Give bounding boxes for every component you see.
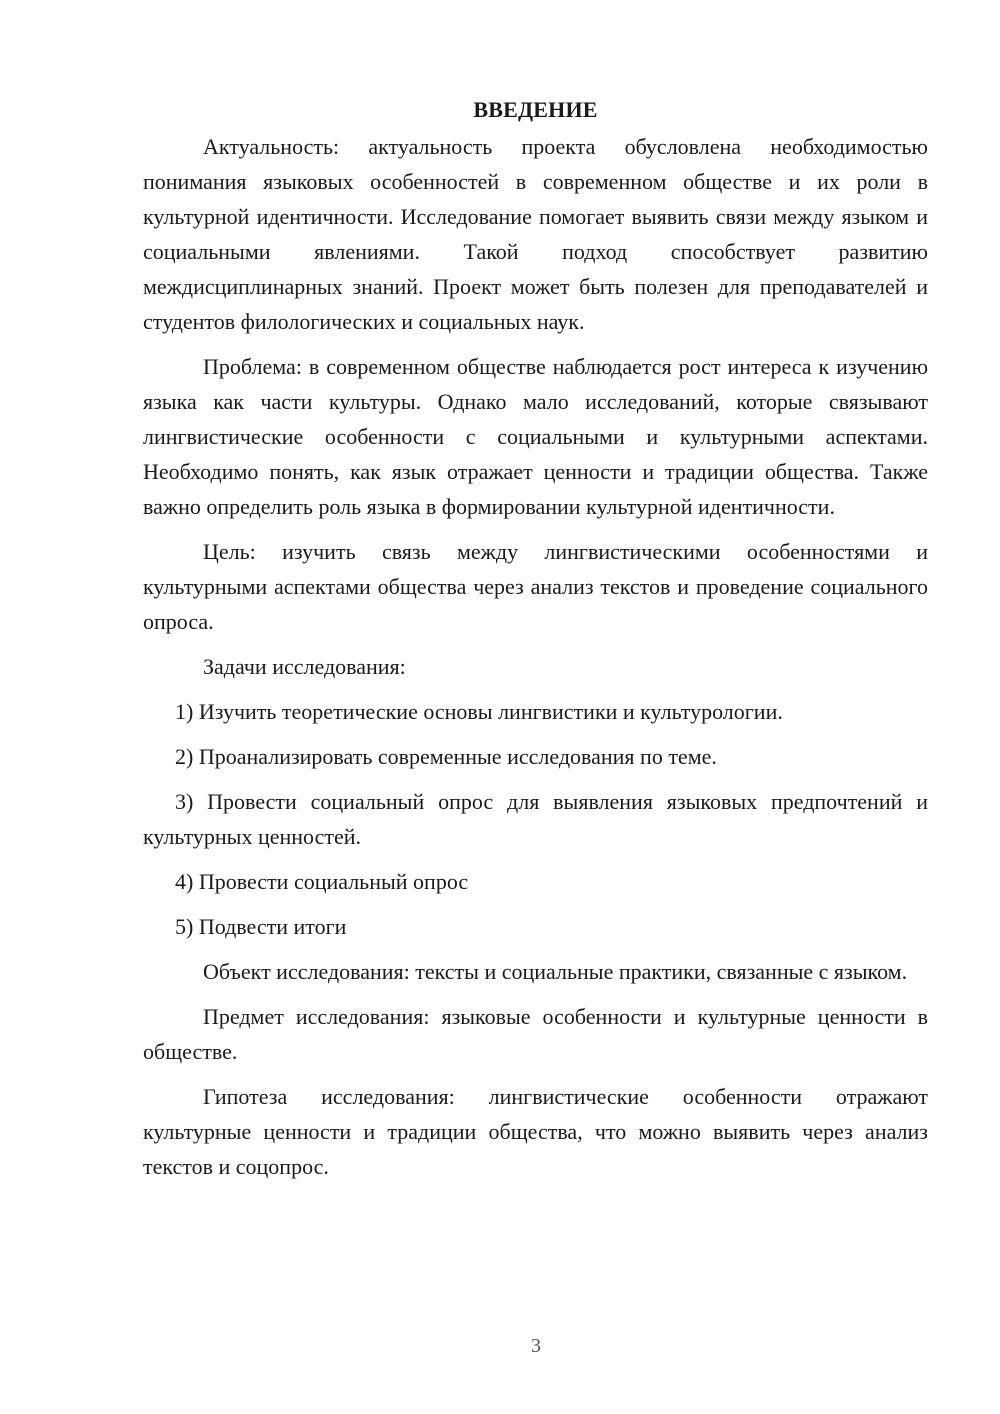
task-item-4: 4) Провести социальный опрос [175,869,469,894]
task-item-3: 3) Провести социальный опрос для выявления языковых предпочтений и культурных ценностей. [143,789,928,849]
paragraph-object: Объект исследования: тексты и социальные практики, связанные с языком. [203,959,908,984]
paragraph-subject: Предмет исследования: языковые особенности и культурные ценности в обществе. [143,1004,928,1064]
section-heading: ВВЕДЕНИЕ [473,97,598,122]
task-item-1: 1) Изучить теоретические основы лингвистики и культурологии. [175,699,783,724]
paragraph-goal: Цель: изучить связь между лингвистическими особенностями и культурными аспектами общества через анализ текстов и проведение социального опроса. [143,539,928,634]
task-item-5: 5) Подвести итоги [175,914,347,939]
paragraph-problem: Проблема: в современном обществе наблюдается рост интереса к изучению языка как части культуры. Однако мало исследований, которые связывают лингвистические особенности с социальными и культурными аспектами. Необходимо понять, как язык отражает ценности и традиции общества. Также важно определить роль языка в формировании культурной идентичности. [143,354,928,519]
tasks-heading: Задачи исследования: [203,654,406,679]
page-number: 3 [531,1335,541,1357]
document-page [143,92,928,1184]
task-item-2: 2) Проанализировать современные исследования по теме. [175,744,717,769]
paragraph-relevance: Актуальность: актуальность проекта обусловлена необходимостью понимания языковых особенностей в современном обществе и их роли в культурной идентичности. Исследование помогает выявить связи между языком и социальными явлениями. Такой подход способствует развитию междисциплинарных знаний. Проект может быть полезен для преподавателей и студентов филологических и социальных наук. [143,134,928,334]
paragraph-hypothesis: Гипотеза исследования: лингвистические особенности отражают культурные ценности и традиции общества, что можно выявить через анализ текстов и соцопрос. [143,1084,928,1179]
